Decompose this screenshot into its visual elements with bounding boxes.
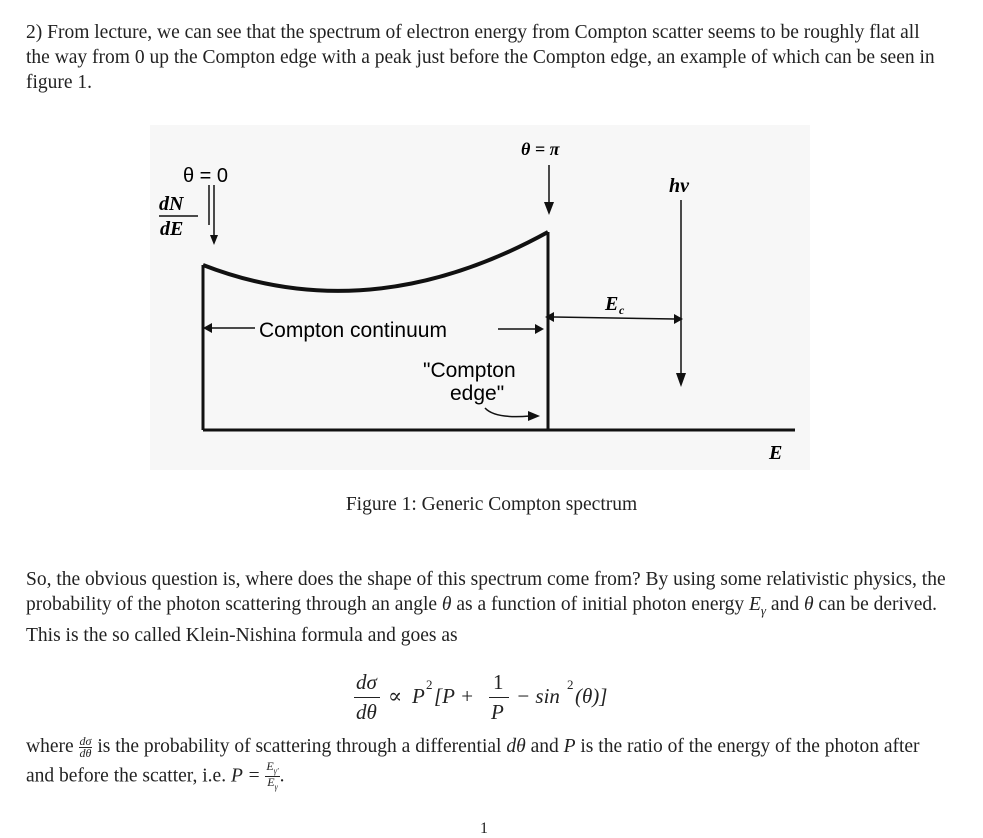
eq-bracket-open: [P + xyxy=(434,684,475,708)
e-gamma-symbol: E xyxy=(749,594,761,615)
where-ratio-den-e: E xyxy=(267,775,275,790)
eq-lhs-numerator: dσ xyxy=(356,670,377,694)
where-p-symbol: P xyxy=(563,736,576,757)
edge-label-line2: edge" xyxy=(450,382,505,405)
body-text-2: as a function of initial photon energy xyxy=(451,594,749,615)
theta-symbol: θ xyxy=(441,594,452,615)
eq-lhs-denominator: dθ xyxy=(356,700,377,724)
figure-caption: Figure 1: Generic Compton spectrum xyxy=(345,494,638,515)
where-text-1: where xyxy=(26,736,79,757)
eq-frac-numerator: 1 xyxy=(493,670,504,694)
body-paragraph xyxy=(26,567,946,648)
dE-label: dE xyxy=(160,218,184,240)
eq-tail-squared: 2 xyxy=(567,677,574,692)
where-text-2: is the probability of scattering through a differential xyxy=(92,736,507,757)
where-p-equals: P = xyxy=(230,765,261,787)
eq-proportional: ∝ xyxy=(388,684,403,708)
where-text-4: is the ratio of the energy of the photon after and before the scatter, i.e. xyxy=(26,736,920,787)
gamma-subscript: γ xyxy=(760,602,767,618)
ec-subscript: c xyxy=(619,303,625,317)
where-end: . xyxy=(279,765,285,787)
eq-tail-end: (θ)] xyxy=(575,684,608,708)
eq-frac-denominator: P xyxy=(491,700,504,724)
theta0-label: θ = 0 xyxy=(183,165,229,187)
where-ratio-fraction xyxy=(265,761,279,793)
where-dsigma-dtheta-fraction xyxy=(79,736,93,759)
eq-tail: − sin xyxy=(516,684,560,708)
body-text-3: and xyxy=(766,594,804,615)
figure-background xyxy=(150,125,810,470)
where-frac-numerator: dσ xyxy=(79,734,92,749)
where-ratio-den-sub: γ xyxy=(274,782,278,792)
theta-symbol-2: θ xyxy=(803,594,814,615)
where-ratio-num-e: E xyxy=(266,759,274,773)
where-text-3: and xyxy=(525,736,564,757)
where-dtheta: dθ xyxy=(506,736,526,757)
figure-svg xyxy=(150,125,810,470)
energy-axis-label: E xyxy=(769,442,783,464)
eq-p-squared: 2 xyxy=(426,677,433,692)
intro-paragraph: 2) From lecture, we can see that the spectrum of electron energy from Compton scatter seems to be roughly flat all the way from 0 up the Compton edge with a peak just before the Compton edge, an example of which can be seen in figure 1. xyxy=(26,22,935,93)
eq-p: P xyxy=(412,684,425,708)
where-ratio-denominator xyxy=(265,777,279,792)
body-text-4: can be derived. This is the so called Klein-Nishina formula and goes as xyxy=(26,594,937,646)
eq-lhs-fraction-bar xyxy=(354,697,380,698)
body-text-1: So, the obvious question is, where does the shape of this spectrum come from? By using some relativistic physics, the probability of the photon scattering through an angle xyxy=(26,569,946,615)
ec-label: E xyxy=(605,293,619,315)
where-frac-denominator: dθ xyxy=(79,746,92,761)
dN-label: dN xyxy=(159,193,184,215)
compton-spectrum-figure xyxy=(150,125,810,470)
eq-frac-bar xyxy=(489,697,509,698)
page-number: 1 xyxy=(480,820,488,837)
continuum-label: Compton continuum xyxy=(259,319,447,342)
hv-label: hν xyxy=(669,175,689,197)
thetapi-label: θ = π xyxy=(521,139,560,159)
where-ratio-num-sub: γ′ xyxy=(273,766,279,776)
where-paragraph xyxy=(26,732,946,793)
klein-nishina-equation xyxy=(0,670,983,730)
edge-label-line1: "Compton xyxy=(423,359,516,382)
